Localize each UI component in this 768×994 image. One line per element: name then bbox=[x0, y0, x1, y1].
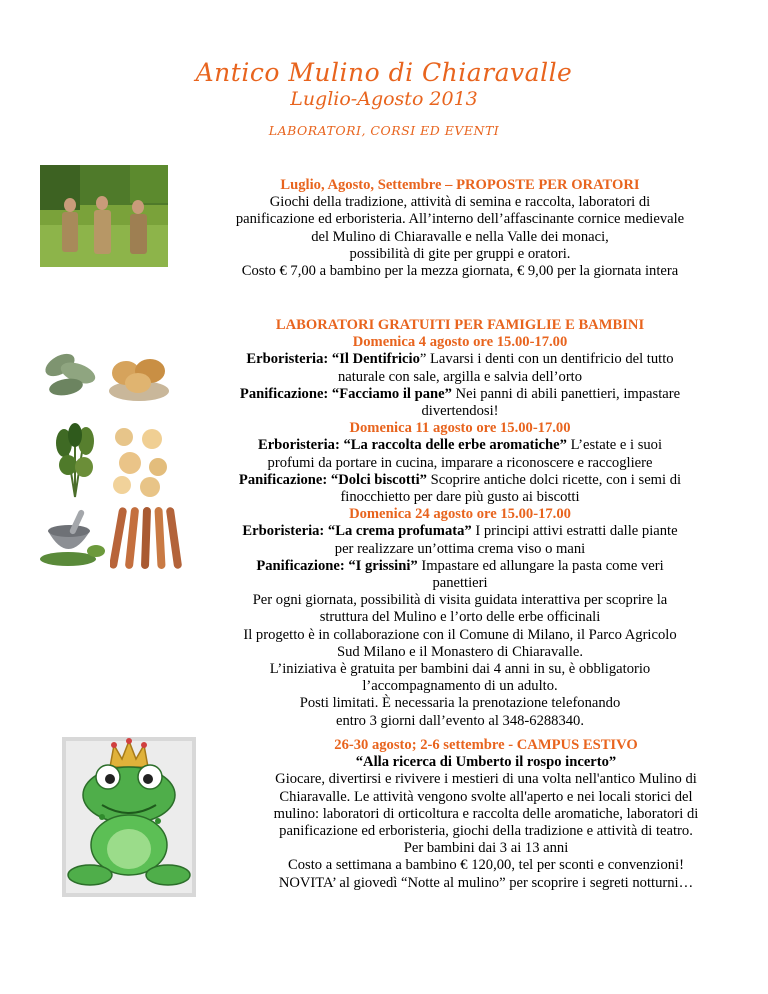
event-label: Erboristeria: “Il Dentifricio bbox=[246, 351, 420, 368]
event-text: Impastare ed allungare la pasta come veri bbox=[417, 557, 664, 574]
event-label: Erboristeria: “La raccolta delle erbe aromatiche” bbox=[257, 437, 567, 454]
event-line: panettieri bbox=[432, 575, 488, 592]
section-subheading: “Alla ricerca di Umberto il rospo incerto” bbox=[355, 754, 617, 771]
info-line: entro 3 giorni dall’evento al 348-6288340. bbox=[335, 712, 585, 729]
herbs-photo bbox=[46, 421, 104, 499]
sack-race-photo bbox=[40, 165, 168, 267]
event-label: Panificazione: “I grissini” bbox=[256, 557, 418, 574]
event-date: Domenica 4 agosto ore 15.00-17.00 bbox=[352, 334, 568, 351]
text-line: panificazione ed erboristeria. All’interno dell’affascinante cornice medievale bbox=[235, 211, 685, 228]
mortar-photo bbox=[38, 505, 110, 569]
section-heading: 26-30 agosto; 2-6 settembre - CAMPUS ESTIVO bbox=[334, 737, 638, 753]
section-campus bbox=[226, 737, 746, 892]
event-text: I principi attivi estratti dalle piante bbox=[471, 523, 678, 540]
event-line bbox=[180, 472, 740, 489]
text-line: possibilità di gite per gruppi e oratori. bbox=[349, 245, 571, 262]
event-label: Panificazione: “Facciamo il pane” bbox=[239, 385, 452, 402]
event-line bbox=[180, 351, 740, 368]
event-label: Erboristeria: “La crema profumata” bbox=[242, 523, 472, 540]
event-text: Scoprire antiche dolci ricette, con i semi di bbox=[426, 471, 682, 488]
event-line: divertendosi! bbox=[421, 403, 499, 420]
event-text: Nei panni di abili panettieri, impastare bbox=[451, 385, 681, 402]
grissini-photo bbox=[110, 505, 182, 569]
event-line bbox=[180, 523, 740, 540]
event-line: naturale con sale, argilla e salvia dell’orto bbox=[337, 368, 583, 385]
info-line: Per ogni giornata, possibilità di visita guidata interattiva per scoprire la bbox=[252, 592, 668, 609]
text-line: Giochi della tradizione, attività di semina e raccolta, laboratori di bbox=[269, 194, 651, 211]
text-line: Costo a settimana a bambino € 120,00, tel per sconti e convenzioni! bbox=[288, 857, 684, 874]
page-subtitle: Luglio-Agosto 2013 bbox=[290, 88, 478, 110]
event-text: ” Lavarsi i denti con un dentifricio del tutto bbox=[419, 351, 674, 368]
section-laboratori bbox=[180, 317, 740, 730]
event-date: Domenica 24 agosto ore 15.00-17.00 bbox=[349, 506, 571, 523]
text-line: Costo € 7,00 a bambino per la mezza giornata, € 9,00 per la giornata intera bbox=[241, 263, 679, 280]
event-line: profumi da portare in cucina, imparare a riconoscere e raccogliere bbox=[267, 454, 653, 471]
info-line: Posti limitati. È necessaria la prenotazione telefonando bbox=[299, 695, 621, 712]
event-line bbox=[180, 558, 740, 575]
event-label: Panificazione: “Dolci biscotti” bbox=[238, 471, 427, 488]
text-line: Giocare, divertirsi e rivivere i mestieri di una volta nell'antico Mulino di bbox=[275, 771, 697, 788]
info-line: L’iniziativa è gratuita per bambini dai 4 anni in su, è obbligatorio bbox=[269, 661, 651, 678]
frog-prince-illustration bbox=[62, 737, 196, 897]
bread-photo bbox=[106, 343, 172, 407]
event-line bbox=[180, 437, 740, 454]
section-oratori bbox=[180, 177, 740, 280]
page-tagline: LABORATORI, CORSI ED EVENTI bbox=[268, 123, 500, 138]
text-line: Per bambini dai 3 ai 13 anni bbox=[403, 840, 569, 857]
text-line: mulino: laboratori di orticoltura e raccolta delle aromatiche, laboratori di bbox=[273, 805, 699, 822]
page-title: Antico Mulino di Chiaravalle bbox=[195, 58, 573, 87]
sage-photo bbox=[38, 343, 102, 407]
text-line: NOVITA’ al giovedì “Notte al mulino” per scoprire i segreti notturni… bbox=[278, 874, 694, 891]
info-line: Sud Milano e il Monastero di Chiaravalle. bbox=[336, 643, 584, 660]
text-line: del Mulino di Chiaravalle e nella Valle dei monaci, bbox=[311, 228, 609, 245]
text-line: Chiaravalle. Le attività vengono svolte all'aperto e nei locali storici del bbox=[279, 788, 693, 805]
section-heading: LABORATORI GRATUITI PER FAMIGLIE E BAMBINI bbox=[275, 317, 645, 333]
cookies-photo bbox=[106, 421, 174, 497]
event-date: Domenica 11 agosto ore 15.00-17.00 bbox=[349, 420, 571, 437]
event-text: L’estate e i suoi bbox=[566, 437, 663, 454]
text-line: panificazione ed erboristeria, giochi della tradizione e attività di teatro. bbox=[279, 823, 693, 840]
info-line: l’accompagnamento di un adulto. bbox=[362, 678, 558, 695]
section-heading: Luglio, Agosto, Settembre – PROPOSTE PER ORATORI bbox=[280, 177, 640, 193]
event-line: finocchietto per dare più gusto ai biscotti bbox=[340, 489, 580, 506]
info-line: Il progetto è in collaborazione con il Comune di Milano, il Parco Agricolo bbox=[243, 626, 677, 643]
info-line: struttura del Mulino e l’orto delle erbe officinali bbox=[319, 609, 601, 626]
event-line bbox=[180, 386, 740, 403]
event-line: per realizzare un’ottima crema viso o mani bbox=[334, 540, 586, 557]
